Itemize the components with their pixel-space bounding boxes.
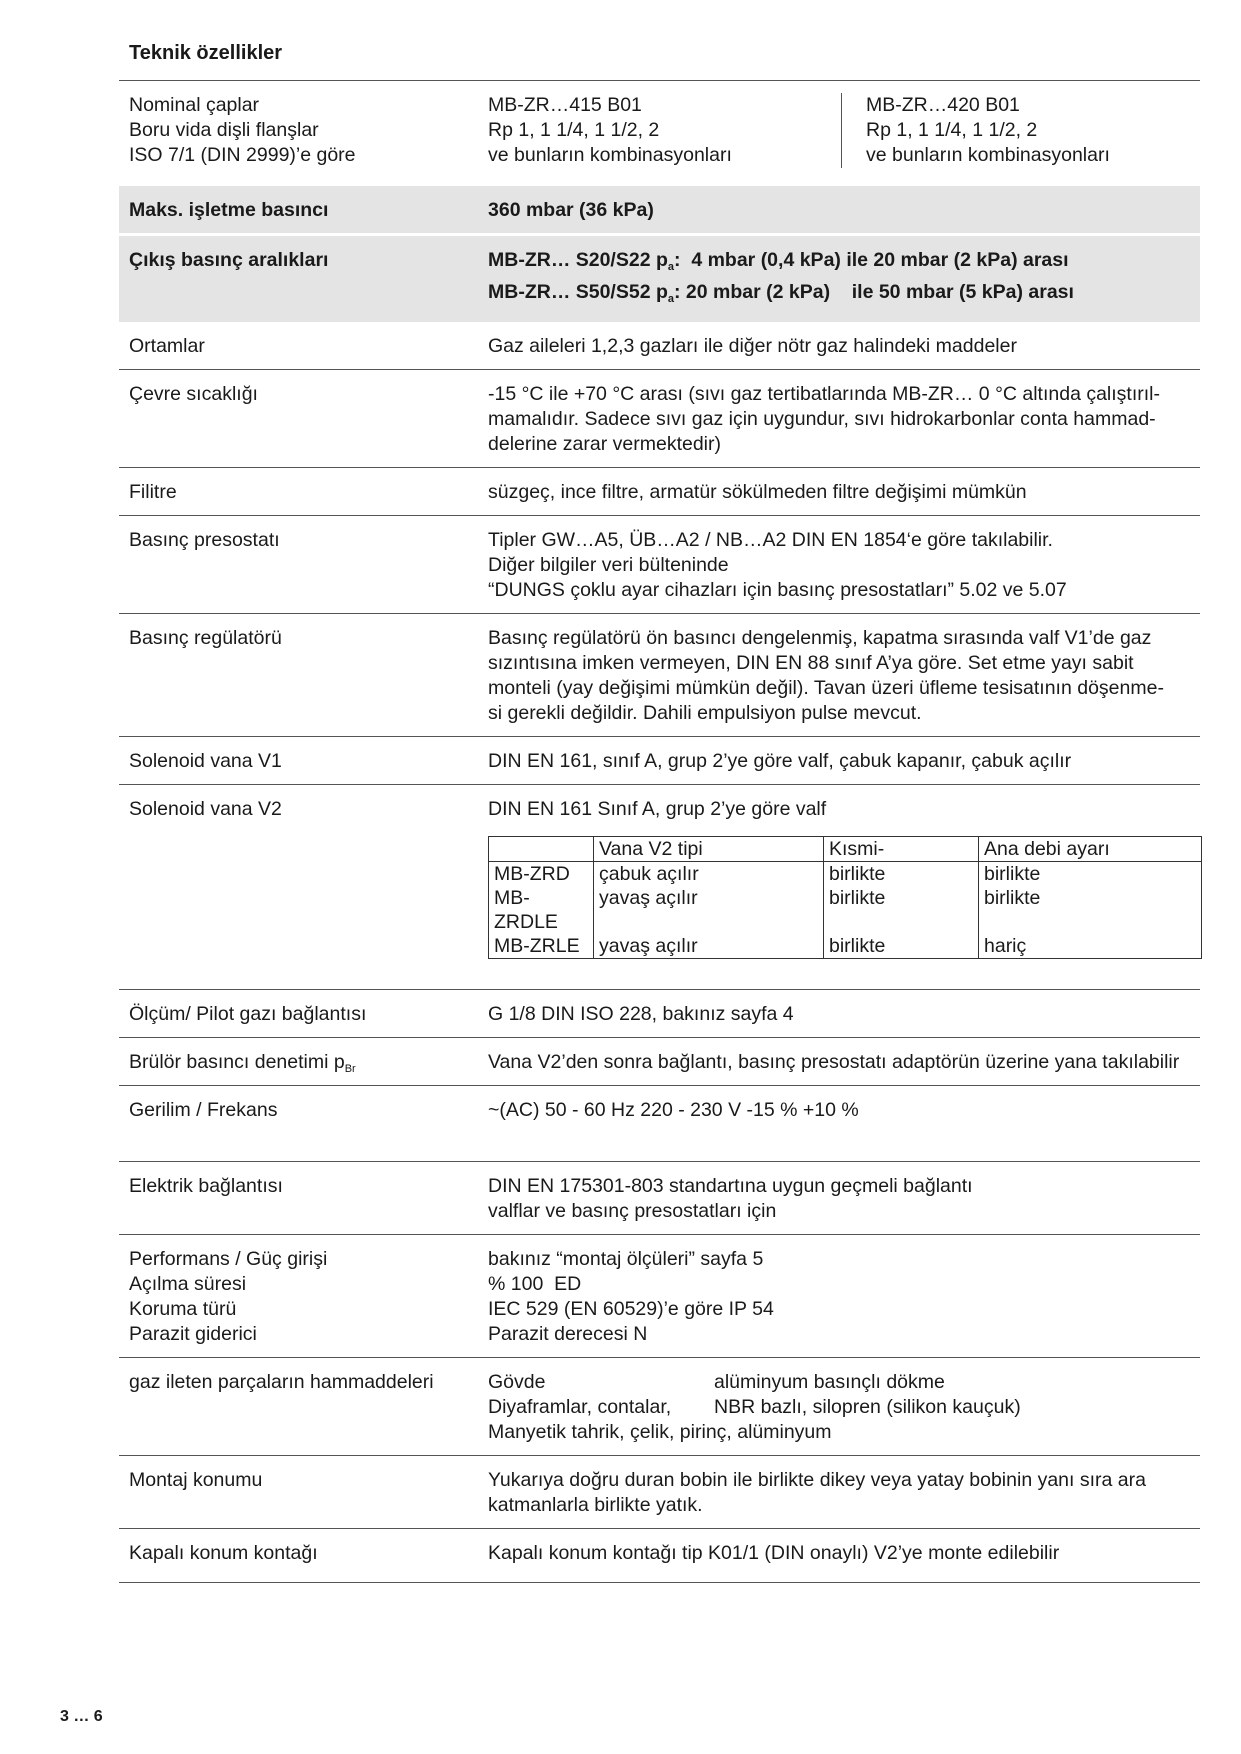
table-cell: MB-ZRDLE — [489, 886, 594, 934]
row-v2 — [119, 784, 1200, 989]
label-ortamlar: Ortamlar — [129, 335, 205, 357]
label-presostat: Basınç presostatı — [129, 529, 280, 551]
table-cell: yavaş açılır — [594, 934, 824, 959]
table-row — [489, 862, 1202, 887]
table-cell: MB-ZRD — [489, 862, 594, 887]
table-header-cell: Vana V2 tipi — [594, 837, 824, 862]
label-brulor: Brülör basıncı denetimi $p_{Br}$ — [129, 1051, 356, 1075]
table-cell: hariç — [979, 934, 1202, 959]
value-line: katmanlarla birlikte yatık. — [488, 1494, 703, 1516]
value-v1 — [488, 749, 1200, 774]
row-regulator — [119, 613, 1200, 736]
row-kapali — [119, 1528, 1200, 1582]
value-line: Yukarıya doğru duran bobin ile birlikte dikey veya yatay bobinin yanı sıra ara — [488, 1469, 1146, 1491]
value-line: Parazit derecesi N — [488, 1323, 648, 1345]
label-line: Boru vida dişli flanşlar — [129, 119, 319, 141]
label-hammadde: gaz ileten parçaların hammaddeleri — [129, 1371, 434, 1393]
value-brulor — [488, 1050, 1200, 1075]
value-line: Vana V2’den sonra bağlantı, basınç presostatı adaptörün üzerine yana takılabilir — [488, 1051, 1180, 1073]
value-ortamlar — [488, 334, 1200, 359]
table-cell: birlikte — [824, 862, 979, 887]
label-line: Koruma türü — [129, 1298, 237, 1320]
row-nominal — [119, 80, 1200, 184]
table-row — [489, 886, 1202, 934]
row-presostat — [119, 515, 1200, 613]
value-line: MB-ZR… S50/S52 $p_a$: 20 mbar (2 kPa) ile 50 mbar (5 kPa) arası — [488, 281, 1074, 305]
value-montaj — [488, 1468, 1200, 1518]
value-line: “DUNGS çoklu ayar cihazları için basınç presostatları” 5.02 ve 5.07 — [488, 579, 1067, 601]
value-presostat — [488, 528, 1200, 603]
value-line: MB-ZR…420 B01 — [866, 94, 1020, 116]
row-maks — [119, 186, 1200, 233]
value-line: ~(AC) 50 - 60 Hz 220 - 230 V -15 % +10 % — [488, 1099, 859, 1121]
value-line: Gaz aileleri 1,2,3 gazları ile diğer nötr gaz halindeki maddeler — [488, 335, 1017, 357]
material-value: NBR bazlı, silopren (silikon kauçuk) — [714, 1396, 1021, 1418]
value-line: Kapalı konum kontağı tip K01/1 (DIN onaylı) V2’ye monte edilebilir — [488, 1542, 1060, 1564]
material-part: Gövde — [488, 1371, 546, 1393]
row-gerilim — [119, 1085, 1200, 1161]
value-line: DIN EN 175301-803 standartına uygun geçmeli bağlantı — [488, 1175, 973, 1197]
row-hammadde — [119, 1357, 1200, 1455]
table-header-cell — [489, 837, 594, 862]
value-line: G 1/8 DIN ISO 228, bakınız sayfa 4 — [488, 1003, 794, 1025]
value-line: süzgeç, ince filtre, armatür sökülmeden filtre değişimi mümkün — [488, 481, 1027, 503]
table-row — [489, 934, 1202, 959]
col-420 — [841, 93, 1110, 168]
value-line: valflar ve basınç presostatları için — [488, 1200, 777, 1222]
value-line: % 100 ED — [488, 1273, 582, 1295]
label-olcum: Ölçüm/ Pilot gazı bağlantısı — [129, 1003, 367, 1025]
value-line: sızıntısına imken vermeyen, DIN EN 88 sınıf A’ya göre. Set etme yayı sabit — [488, 652, 1134, 674]
material-part: Diyaframlar, contalar, — [488, 1396, 672, 1418]
value-kapali — [488, 1541, 1200, 1566]
value-line: Basınç regülatörü ön basıncı dengelenmiş, kapatma sırasında valf V1’de gaz — [488, 627, 1152, 649]
table-cell: birlikte — [979, 886, 1202, 934]
table-header-cell: Ana debi ayarı — [979, 837, 1202, 862]
label-maks: Maks. işletme basıncı — [129, 199, 329, 221]
value-line: Rp 1, 1 1/4, 1 1/2, 2 — [866, 119, 1038, 141]
table-cell: birlikte — [824, 886, 979, 934]
value-cevre — [488, 382, 1200, 457]
table-cell: çabuk açılır — [594, 862, 824, 887]
row-cevre — [119, 369, 1200, 467]
row-montaj — [119, 1455, 1200, 1528]
row-performans — [119, 1234, 1200, 1357]
table-cell: MB-ZRLE — [489, 934, 594, 959]
v2-type-table — [488, 836, 1202, 959]
value-line: si gerekli değildir. Dahili empulsiyon pulse mevcut. — [488, 702, 922, 724]
value-line: delerine zarar vermektedir) — [488, 433, 722, 455]
row-cikis — [119, 236, 1200, 322]
value-line: Manyetik tahrik, çelik, pirinç, alüminyum — [488, 1421, 832, 1443]
label-cikis: Çıkış basınç aralıkları — [129, 249, 329, 271]
value-performans — [488, 1247, 1200, 1347]
table-cell: birlikte — [824, 934, 979, 959]
row-olcum — [119, 989, 1200, 1037]
page-number: 3 … 6 — [60, 1708, 103, 1725]
value-line: 360 mbar (36 kPa) — [488, 199, 654, 221]
value-regulator — [488, 626, 1200, 726]
value-line: DIN EN 161 Sınıf A, grup 2’ye göre valf — [488, 798, 827, 820]
label-cevre: Çevre sıcaklığı — [129, 383, 258, 405]
value-line: monteli (yay değişimi mümkün değil). Tavan üzeri üfleme tesisatının döşenme- — [488, 677, 1164, 699]
table-end-rule — [119, 1582, 1200, 1583]
label-line: Parazit giderici — [129, 1323, 257, 1345]
label-filitre: Filitre — [129, 481, 177, 503]
value-nominal — [488, 93, 1200, 168]
label-v2: Solenoid vana V2 — [129, 798, 282, 820]
label-gerilim: Gerilim / Frekans — [129, 1099, 278, 1121]
value-filitre — [488, 480, 1200, 505]
value-cikis — [488, 248, 1200, 312]
label-kapali: Kapalı konum kontağı — [129, 1542, 318, 1564]
value-line: bakınız “montaj ölçüleri” sayfa 5 — [488, 1248, 764, 1270]
value-line: Tipler GW…A5, ÜB…A2 / NB…A2 DIN EN 1854‘e göre takılabilir. — [488, 529, 1053, 551]
material-value: alüminyum basınçlı dökme — [714, 1371, 945, 1393]
value-line: Rp 1, 1 1/4, 1 1/2, 2 — [488, 119, 660, 141]
spec-table — [119, 80, 1200, 1583]
label-line: Performans / Güç girişi — [129, 1248, 328, 1270]
value-line: MB-ZR… S20/S22 $p_a$: 4 mbar (0,4 kPa) ile 20 mbar (2 kPa) arası — [488, 249, 1069, 273]
value-hammadde — [488, 1370, 1200, 1445]
value-line: Diğer bilgiler veri bülteninde — [488, 554, 729, 576]
label-line: Açılma süresi — [129, 1273, 247, 1295]
value-gerilim — [488, 1098, 1200, 1123]
value-line: ve bunların kombinasyonları — [488, 144, 732, 166]
table-header-cell: Kısmi- — [824, 837, 979, 862]
value-maks — [488, 198, 1200, 223]
col-415 — [488, 93, 841, 168]
table-header-row — [489, 837, 1202, 862]
table-cell: birlikte — [979, 862, 1202, 887]
value-line: IEC 529 (EN 60529)’e göre IP 54 — [488, 1298, 774, 1320]
table-cell: yavaş açılır — [594, 886, 824, 934]
row-filitre — [119, 467, 1200, 515]
label-line: ISO 7/1 (DIN 2999)’e göre — [129, 144, 356, 166]
label-elektrik: Elektrik bağlantısı — [129, 1175, 283, 1197]
value-line: DIN EN 161, sınıf A, grup 2’ye göre valf, çabuk kapanır, çabuk açılır — [488, 750, 1072, 772]
label-regulator: Basınç regülatörü — [129, 627, 282, 649]
value-line: MB-ZR…415 B01 — [488, 94, 642, 116]
value-line: mamalıdır. Sadece sıvı gaz için uygundur, sıvı hidrokarbonlar conta hammad- — [488, 408, 1156, 430]
row-ortamlar — [119, 322, 1200, 369]
page-title: Teknik özellikler — [129, 42, 283, 64]
row-elektrik — [119, 1161, 1200, 1234]
value-line: -15 °C ile +70 °C arası (sıvı gaz tertibatlarında MB-ZR… 0 °C altında çalıştırıl- — [488, 383, 1160, 405]
label-line: Nominal çaplar — [129, 94, 260, 116]
row-v1 — [119, 736, 1200, 784]
row-brulor — [119, 1037, 1200, 1085]
label-performans — [129, 1247, 459, 1347]
material-grid — [488, 1370, 1192, 1420]
value-olcum — [488, 1002, 1200, 1027]
value-elektrik — [488, 1174, 1200, 1224]
label-nominal — [129, 93, 459, 168]
value-line: ve bunların kombinasyonları — [866, 144, 1110, 166]
label-v1: Solenoid vana V1 — [129, 750, 282, 772]
value-v2 — [488, 797, 1200, 959]
label-montaj: Montaj konumu — [129, 1469, 263, 1491]
